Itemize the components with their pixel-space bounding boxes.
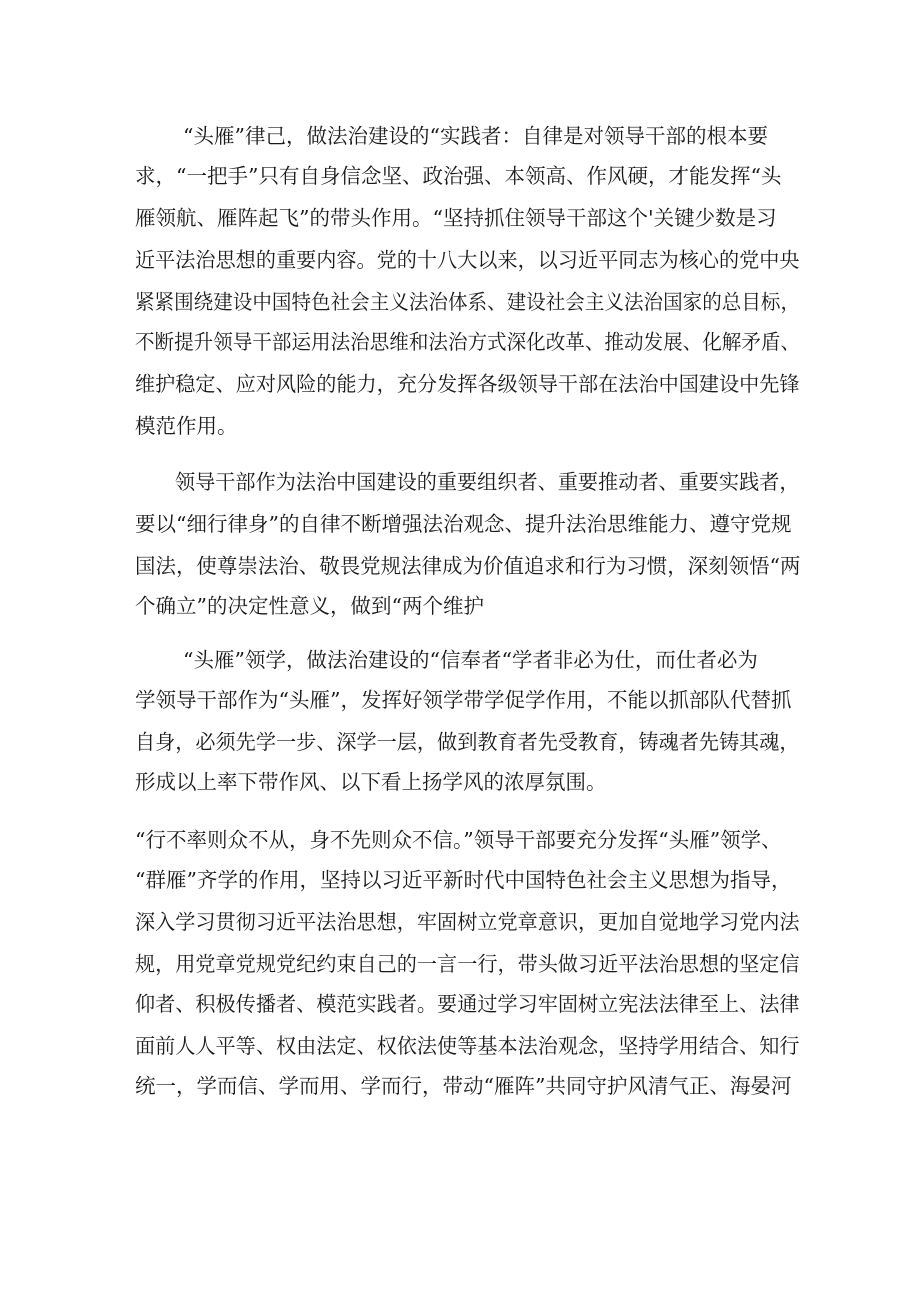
text-line: 学领导干部作为“头雁”，发挥好领学带学促学作用，不能以抓部队代替抓 (135, 688, 792, 712)
text-line: 仰者、积极传播者、模范实践者。要通过学习牢固树立宪法法律至上、法律 (135, 992, 800, 1016)
text-line: “头雁”律己，做法治建设的“实践者：自律是对领导干部的根本要 (183, 124, 768, 148)
text-line: 领导干部作为法治中国建设的重要组织者、重要推动者、重要实践者， (175, 470, 800, 494)
text-line: 面前人人平等、权由法定、权依法使等基本法治观念，坚持学用结合、知行 (135, 1034, 800, 1058)
text-line: “群雁”齐学的作用，坚持以习近平新时代中国特色社会主义思想为指导， (135, 868, 792, 892)
text-line: 统一，学而信、学而用、学而行，带动“雁阵”共同守护风清气正、海晏河 (135, 1074, 792, 1098)
text-line: 不断提升领导干部运用法治思维和法治方式深化改革、推动发展、化解矛盾、 (135, 330, 801, 354)
text-line: 国法，使尊崇法治、敬畏党规法律成为价值追求和行为习惯，深刻领悟“两 (135, 554, 801, 578)
text-line: 雁领航、雁阵起飞”的带头作用。“坚持抓住领导干部这个'关键少数是习 (135, 206, 777, 230)
text-line: 维护稳定、应对风险的能力，充分发挥各级领导干部在法治中国建设中先锋 (135, 372, 800, 396)
text-line: 紧紧围绕建设中国特色社会主义法治体系、建设社会主义法治国家的总目标， (135, 290, 801, 314)
text-line: 规，用党章党规党纪约束自己的一言一行，带头做习近平法治思想的坚定信 (135, 952, 800, 976)
text-line: “行不率则众不从，身不先则众不信。”领导干部要充分发挥“头雁”领学、 (135, 828, 782, 852)
text-line: 要以“细行律身”的自律不断增强法治观念、提升法治思维能力、遵守党规 (135, 512, 792, 536)
text-line: “头雁”领学，做法治建设的“信奉者“学者非必为仕，而仕者必为 (183, 648, 758, 672)
text-line: 求，“一把手”只有自身信念坚、政治强、本领高、作风硬，才能发挥“头 (135, 164, 782, 188)
text-line: 深入学习贯彻习近平法治思想，牢固树立党章意识，更加自觉地学习党内法 (135, 910, 800, 934)
text-line: 自身，必须先学一步、深学一层，做到教育者先受教育，铸魂者先铸其魂， (135, 730, 800, 754)
text-line: 形成以上率下带作风、以下看上扬学风的浓厚氛围。 (135, 770, 607, 794)
text-line: 模范作用。 (135, 414, 238, 438)
text-line: 近平法治思想的重要内容。党的十八大以来，以习近平同志为核心的党中央 (135, 248, 800, 272)
text-line: 个确立”的决定性意义，做到“两个维护 (135, 594, 484, 618)
